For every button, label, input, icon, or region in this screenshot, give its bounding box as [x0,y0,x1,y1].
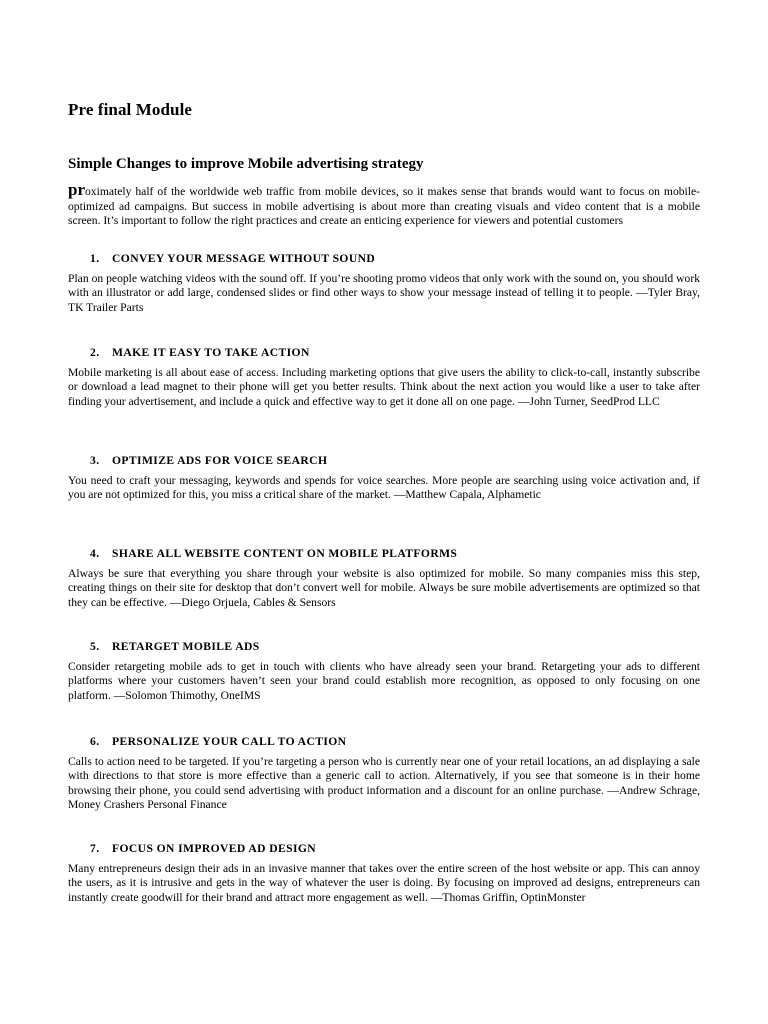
section-5 [68,638,700,703]
section-heading [68,840,700,856]
section-title: CONVEY YOUR MESSAGE WITHOUT SOUND [112,251,376,265]
intro-paragraph [68,180,700,229]
section-4 [68,545,700,610]
intro-dropcap: pr [68,180,85,199]
section-body: Plan on people watching videos with the sound off. If you’re shooting promo videos that only work with the sound on, you should work with an illustrator or add large, condensed slides or find other ways to show your message instead of telling it to people. —Tyler Bray, TK Trailer Parts [68,272,700,314]
section-heading [68,545,700,561]
section-body: Consider retargeting mobile ads to get in touch with clients who have already seen your brand. Retargeting your ads to different platforms where your customers haven’t seen your brand could establish more recognition, as opposed to only focusing on one platform. —Solomon Thimothy, OneIMS [68,660,700,702]
section-heading [68,250,700,266]
section-body: Always be sure that everything you share through your website is also optimized for mobile. So many companies miss this step, creating things on their site for desktop that don’t convert well for mobile. Always be sure mobile advertisements are optimized so that they can be effective. —Diego Orjuela, Cables & Sensors [68,567,700,609]
section-title: OPTIMIZE ADS FOR VOICE SEARCH [112,453,328,467]
section-6 [68,733,700,813]
section-number: 1. [90,251,100,265]
section-heading [68,733,700,749]
document-subtitle: Simple Changes to improve Mobile advertising strategy [68,156,424,172]
section-number: 3. [90,453,100,467]
section-heading [68,452,700,468]
section-3 [68,452,700,503]
section-1 [68,250,700,315]
section-title: PERSONALIZE YOUR CALL TO ACTION [112,734,347,748]
section-body: Calls to action need to be targeted. If you’re targeting a person who is currently near one of your retail locations, an ad displaying a sale with directions to that store is more effective than a generic call to action. Alternatively, if you see that someone is in their home browsing their phone, you could send advertising with product information and a discount for an online purchase. —Andrew Schrage, Money Crashers Personal Finance [68,755,700,812]
intro-text: oximately half of the worldwide web traffic from mobile devices, so it makes sense that brands would want to focus on mobile-optimized ad campaigns. But success in mobile advertising is about more than creating visuals and video content that is a mobile screen. It’s important to follow the right practices and create an enticing experience for viewers and potential customers [68,185,700,228]
section-number: 5. [90,639,100,653]
section-title: MAKE IT EASY TO TAKE ACTION [112,345,310,359]
section-title: SHARE ALL WEBSITE CONTENT ON MOBILE PLATFORMS [112,546,458,560]
document-title: Pre final Module [68,100,193,119]
section-2 [68,344,700,409]
section-body: Many entrepreneurs design their ads in an invasive manner that takes over the entire screen of the host website or app. This can annoy the users, as it is intrusive and gets in the way of whatever the user is doing. By focusing on improved ad designs, entrepreneurs can instantly create goodwill for their brand and attract more engagement as well. —Thomas Griffin, OptinMonster [68,862,700,904]
section-heading [68,638,700,654]
section-title: RETARGET MOBILE ADS [112,639,260,653]
section-title: FOCUS ON IMPROVED AD DESIGN [112,841,317,855]
section-number: 4. [90,546,100,560]
section-number: 6. [90,734,100,748]
section-number: 2. [90,345,100,359]
section-heading [68,344,700,360]
section-body: You need to craft your messaging, keywords and spends for voice searches. More people are searching using voice activation and, if you are not optimized for this, you miss a critical share of the market. —Matthew Capala, Alphametic [68,474,700,502]
section-body: Mobile marketing is all about ease of access. Including marketing options that give users the ability to click-to-call, instantly subscribe or download a lead magnet to their phone will get you better results. Think about the next action you would like a user to take after finding your advertisement, and include a quick and effective way to get it done all on one page. —John Turner, SeedProd LLC [68,366,700,408]
section-number: 7. [90,841,100,855]
section-7 [68,840,700,905]
